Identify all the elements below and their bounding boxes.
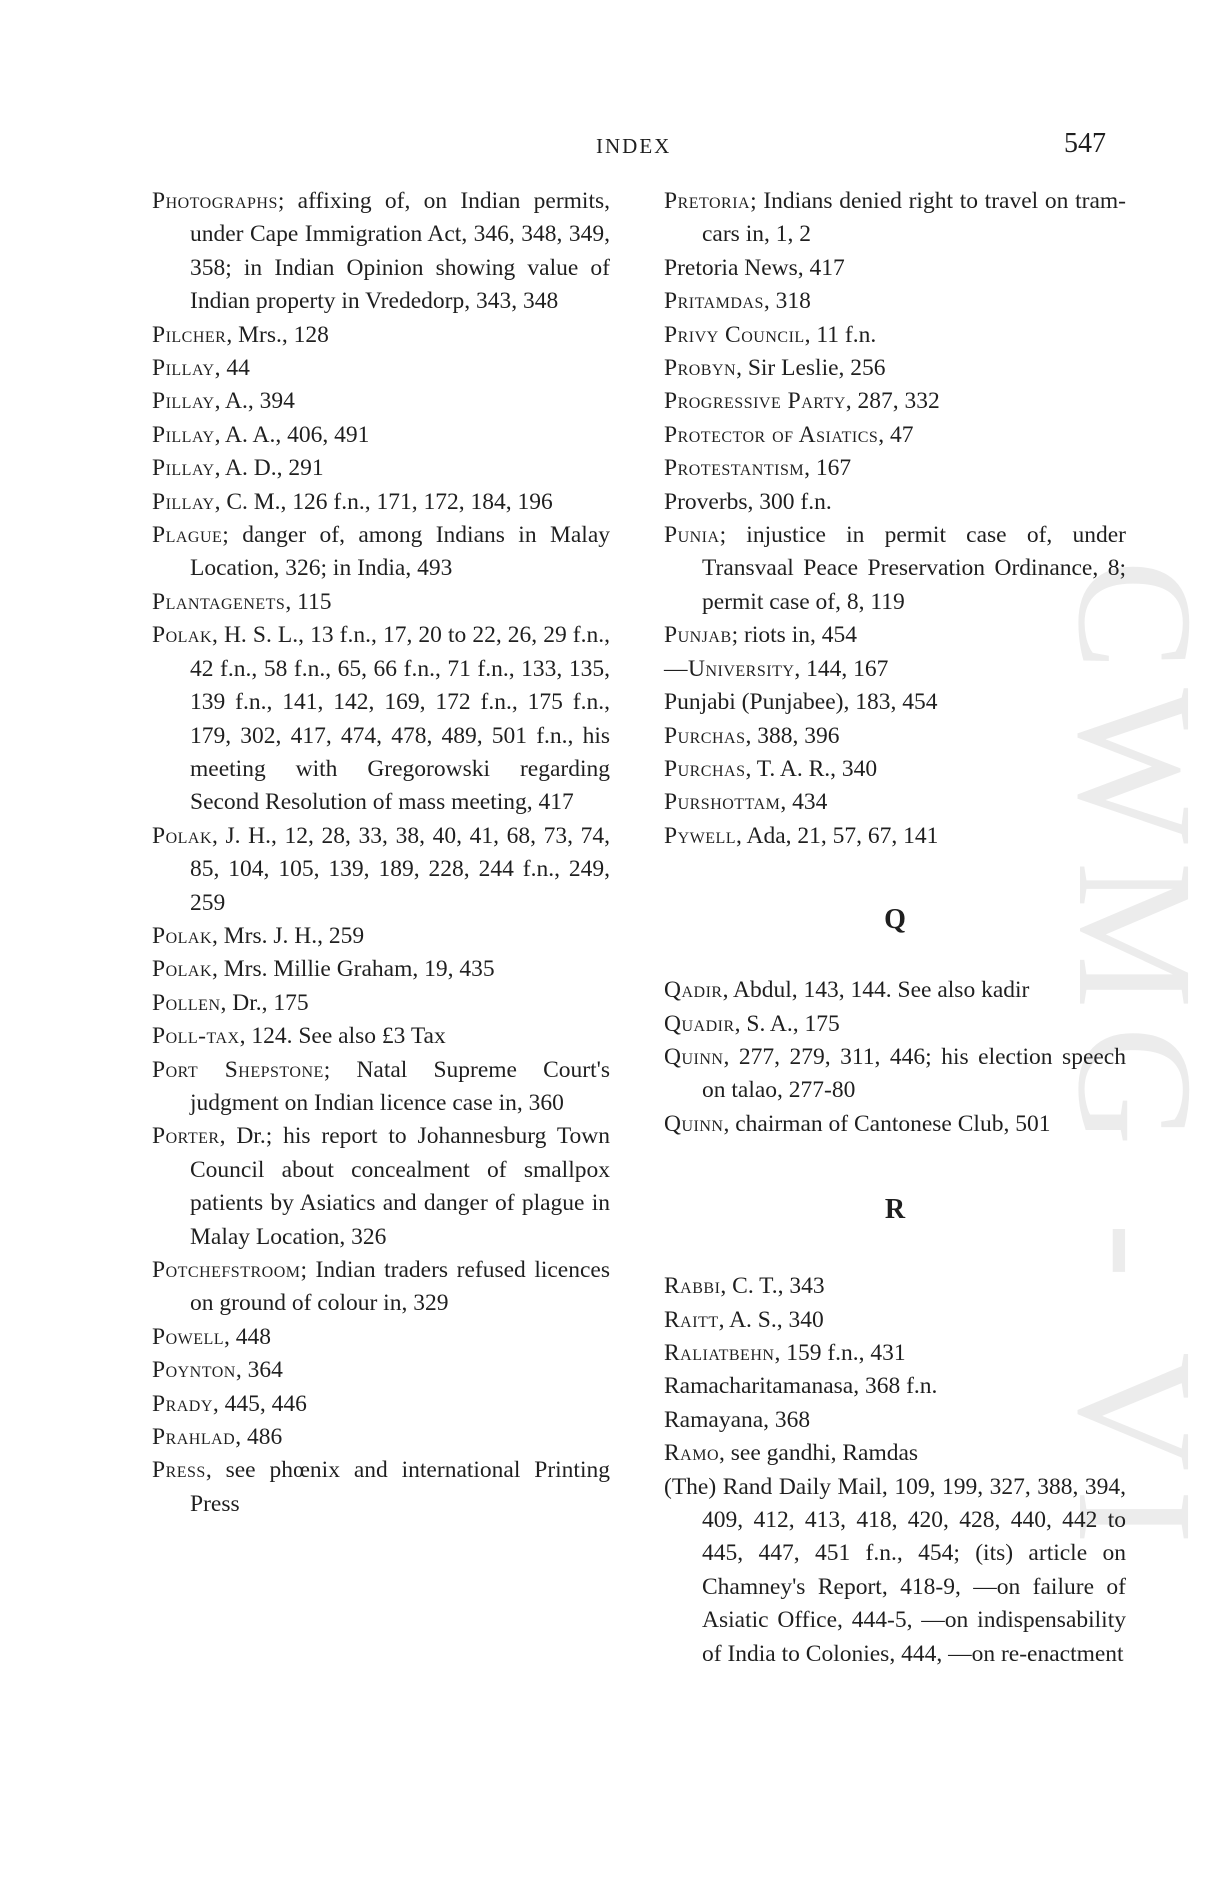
entry-text: , J. H., 12, 28, 33, 38, 40, 41, 68, 73, 74, 85, 104, 105, 139, 189, 228, 244 f.n., 249, 259 xyxy=(190,822,610,916)
entry-heading: Powell xyxy=(152,1323,225,1350)
entry-heading: Poll-tax xyxy=(152,1023,240,1050)
entry-heading: Punia xyxy=(664,522,720,549)
r-entries xyxy=(664,1270,1126,1671)
entry-text: , Dr., 175 xyxy=(220,989,309,1016)
entry-text: , see gandhi, Ramdas xyxy=(719,1440,919,1467)
entry-text: Punjabi (Punjabee), 183, 454 xyxy=(664,689,938,716)
index-entry xyxy=(152,987,610,1020)
index-entry xyxy=(664,1471,1126,1671)
entry-heading: Port Shepstone xyxy=(152,1056,324,1083)
watermark: CWMG - VI xyxy=(1044,560,1227,1563)
entry-text: , A. A., 406, 491 xyxy=(214,421,370,448)
index-entry xyxy=(664,352,1126,385)
index-entry xyxy=(664,753,1126,786)
entry-text: , Abdul, 143, 144. See also kadir xyxy=(722,977,1030,1004)
index-entry xyxy=(664,185,1126,252)
index-entry xyxy=(152,1321,610,1354)
entry-heading: Pillay xyxy=(152,488,215,515)
index-entry xyxy=(664,486,1126,519)
entry-heading: Pilcher xyxy=(152,321,227,348)
entry-text: , 115 xyxy=(285,588,332,615)
right-column xyxy=(664,185,1126,1671)
index-entry xyxy=(664,1437,1126,1470)
index-entry xyxy=(664,1337,1126,1370)
entry-text: ; affixing of, on Indian permits, under Cape Immigration Act, 346, 348, 349, 358; in Indian Opinion showing value of Indian property in Vrededorp, 343, 348 xyxy=(190,188,610,315)
index-entry xyxy=(664,820,1126,853)
entry-heading: Raitt xyxy=(664,1306,719,1333)
entry-text: , 159 f.n., 431 xyxy=(774,1339,906,1366)
index-entry xyxy=(152,419,610,452)
entry-text: , S. A., 175 xyxy=(734,1010,840,1037)
index-entry xyxy=(152,1120,610,1254)
entry-text: , 287, 332 xyxy=(845,388,940,415)
entry-heading: Pillay xyxy=(152,355,215,382)
index-entry xyxy=(152,319,610,352)
index-entry xyxy=(152,820,610,920)
index-entry xyxy=(152,586,610,619)
index-entry xyxy=(664,385,1126,418)
index-entry xyxy=(152,1254,610,1321)
entry-heading: Ramo xyxy=(664,1440,720,1467)
entry-text: , see phœnix and international Printing Press xyxy=(190,1457,610,1517)
index-entry xyxy=(664,1370,1126,1403)
entry-text: , 318 xyxy=(763,288,811,315)
index-entry xyxy=(664,319,1126,352)
entry-text: , Ada, 21, 57, 67, 141 xyxy=(736,822,939,849)
entry-text: , Mrs., 128 xyxy=(226,321,329,348)
section-letter-r: R xyxy=(884,1194,906,1226)
left-column xyxy=(152,185,610,1521)
entry-heading: Raliatbehn xyxy=(664,1339,775,1366)
index-entry xyxy=(664,653,1126,686)
entry-heading: Porter xyxy=(152,1123,220,1150)
index-entry xyxy=(664,452,1126,485)
running-head: INDEX xyxy=(596,134,672,158)
entry-heading: Purshottam xyxy=(664,789,781,816)
index-entry xyxy=(152,452,610,485)
index-entry xyxy=(152,519,610,586)
entry-text: Pretoria News, 417 xyxy=(664,254,845,281)
index-entry xyxy=(152,1421,610,1454)
entry-text: , C. T., 343 xyxy=(720,1273,825,1300)
index-entry xyxy=(152,352,610,385)
entry-heading: Purchas xyxy=(664,755,746,782)
index-entry xyxy=(664,720,1126,753)
index-entry xyxy=(664,1270,1126,1303)
entry-text: , 47 xyxy=(878,421,914,448)
p-entries xyxy=(664,185,1126,853)
index-entry xyxy=(664,285,1126,318)
entry-text: ; Indian traders refused licences on ground of colour in, 329 xyxy=(190,1257,610,1317)
index-entry xyxy=(664,974,1126,1007)
entry-text: ; danger of, among Indians in Malay Location, 326; in India, 493 xyxy=(190,522,610,582)
index-entry xyxy=(664,619,1126,652)
entry-heading: —University xyxy=(664,655,795,682)
entry-heading: Plantagenets xyxy=(152,588,286,615)
entry-heading: Pillay xyxy=(152,455,215,482)
entry-heading: Protestantism xyxy=(664,455,805,482)
index-entry xyxy=(664,1041,1126,1108)
index-entry xyxy=(152,185,610,319)
entry-text: , A., 394 xyxy=(214,388,295,415)
entry-text: Proverbs, 300 f.n. xyxy=(664,488,832,515)
index-entry xyxy=(664,1008,1126,1041)
entry-heading: Prahlad xyxy=(152,1424,236,1451)
entry-text: , T. A. R., 340 xyxy=(745,755,878,782)
entry-text: ; Indians denied right to travel on tram-cars in, 1, 2 xyxy=(702,188,1126,248)
entry-heading: Protector of Asiatics xyxy=(664,421,879,448)
entry-heading: Polak xyxy=(152,622,213,649)
entry-text: , 277, 279, 311, 446; his election speech on talao, 277-80 xyxy=(702,1043,1126,1104)
index-entry xyxy=(664,419,1126,452)
entry-text: , A. S., 340 xyxy=(718,1306,824,1333)
entry-heading: Polak xyxy=(152,956,213,983)
index-entry xyxy=(152,1388,610,1421)
index-entry xyxy=(664,1304,1126,1337)
entry-heading: Pollen xyxy=(152,989,221,1016)
index-entry xyxy=(152,1054,610,1121)
index-entry xyxy=(152,920,610,953)
entry-heading: Punjab xyxy=(664,622,732,649)
entry-heading: Polak xyxy=(152,922,213,949)
entry-heading: Purchas xyxy=(664,722,746,749)
entry-heading: Progressive Party xyxy=(664,388,846,415)
entry-heading: Quinn xyxy=(664,1110,724,1137)
entry-text: , 144, 167 xyxy=(794,655,889,682)
entry-heading: Photographs xyxy=(152,188,278,214)
index-entry xyxy=(152,486,610,519)
q-entries xyxy=(664,974,1126,1141)
index-entry xyxy=(664,252,1126,285)
entry-heading: Quadir xyxy=(664,1010,735,1037)
entry-text: , 124. See also £3 Tax xyxy=(239,1023,446,1050)
entry-heading: Pritamdas xyxy=(664,288,764,315)
entry-text: , 388, 396 xyxy=(745,722,840,749)
index-entry xyxy=(664,1404,1126,1437)
entry-text: ; riots in, 454 xyxy=(731,622,857,649)
entry-text: , chairman of Cantonese Club, 501 xyxy=(723,1110,1051,1137)
entry-text: ; Natal Supreme Court's judgment on Indian licence case in, 360 xyxy=(190,1056,610,1116)
entry-text: , Mrs. J. H., 259 xyxy=(212,922,365,949)
entry-text: Ramacharitamanasa, 368 f.n. xyxy=(664,1373,938,1400)
entry-heading: Qadir xyxy=(664,977,723,1004)
index-entry xyxy=(664,519,1126,619)
entry-text: , 11 f.n. xyxy=(804,321,877,348)
entry-heading: Privy Council xyxy=(664,321,805,348)
entry-text: , H. S. L., 13 f.n., 17, 20 to 22, 26, 29 f.n., 42 f.n., 58 f.n., 65, 66 f.n., 71 f.n., 133, 135, 139 f.n., 141, 142, 169, 172 f.n., 175 f.n., 179, 302, 417, 474, 478, 489, 501 f.n., his meeting with Gregorowski regarding Second Resolution of mass meeting, 417 xyxy=(190,622,610,816)
index-entry xyxy=(664,786,1126,819)
entry-text: , Dr.; his report to Johannesburg Town Council about concealment of smallpox patients by Asiatics and danger of plague in Malay Location, 326 xyxy=(190,1123,610,1250)
entry-heading: Press xyxy=(152,1457,206,1484)
entry-text: , 44 xyxy=(214,355,250,382)
entry-text: , A. D., 291 xyxy=(214,455,324,482)
entry-heading: Quinn xyxy=(664,1043,724,1070)
entry-text: , 445, 446 xyxy=(212,1390,307,1417)
entry-heading: Potchefstroom xyxy=(152,1257,301,1283)
entry-text: (The) Rand Daily Mail, 109, 199, 327, 388, 394, 409, 412, 413, 418, 420, 428, 440, 442 to 445, 447, 451 f.n., 454; (its) article on Chamney's Report, 418-9, —on failure of Asiatic Office, 444-5, —on indispensability of India to Colonies, 444, —on re-enactment xyxy=(664,1473,1126,1667)
entry-text: , 167 xyxy=(804,455,852,482)
entry-text: , Sir Leslie, 256 xyxy=(736,355,886,382)
index-entry xyxy=(152,953,610,986)
entry-text: , C. M., 126 f.n., 171, 172, 184, 196 xyxy=(214,488,553,515)
entry-heading: Pywell xyxy=(664,822,737,849)
entry-heading: Rabbi xyxy=(664,1273,721,1300)
index-entry xyxy=(152,1454,610,1521)
index-entry xyxy=(152,619,610,819)
entry-text: , 434 xyxy=(780,789,828,816)
entry-heading: Plague xyxy=(152,522,223,549)
entry-text: Ramayana, 368 xyxy=(664,1406,811,1433)
entry-text: ; injustice in permit case of, under Transvaal Peace Preservation Ordinance, 8; permit case of, 8, 119 xyxy=(702,522,1126,615)
index-entry xyxy=(152,1020,610,1053)
entry-heading: Prady xyxy=(152,1390,213,1417)
entry-heading: Probyn xyxy=(664,355,737,382)
entry-heading: Pillay xyxy=(152,421,215,448)
index-entry xyxy=(152,385,610,418)
page-number: 547 xyxy=(1064,128,1106,159)
index-entry xyxy=(664,686,1126,719)
entry-heading: Poynton xyxy=(152,1357,236,1384)
entry-heading: Pretoria xyxy=(664,188,751,214)
index-entry xyxy=(664,1108,1126,1141)
entry-text: , 486 xyxy=(235,1424,283,1451)
entry-text: , Mrs. Millie Graham, 19, 435 xyxy=(212,956,495,983)
entry-text: , 448 xyxy=(224,1323,272,1350)
entry-heading: Polak xyxy=(152,822,213,849)
entry-heading: Pillay xyxy=(152,388,215,415)
section-letter-q: Q xyxy=(884,904,906,936)
index-entry xyxy=(152,1354,610,1387)
entry-text: , 364 xyxy=(235,1357,283,1384)
